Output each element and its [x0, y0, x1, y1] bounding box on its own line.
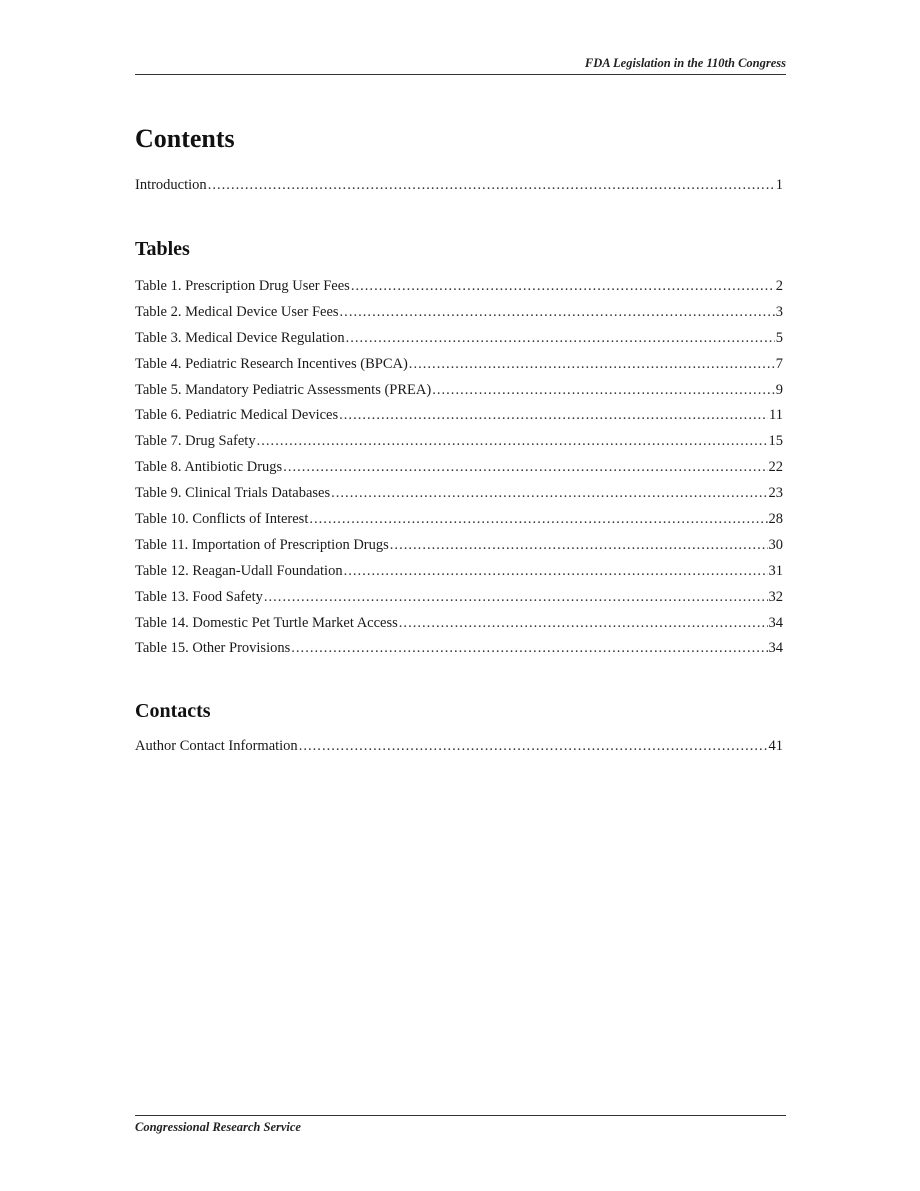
toc-entry-table-13[interactable] [135, 588, 783, 614]
toc-entry-table-1[interactable] [135, 277, 783, 303]
toc-entry-page: 1 [775, 177, 783, 193]
toc-entry-table-10[interactable] [135, 510, 783, 536]
toc-entry-page: 32 [768, 588, 783, 605]
toc-entry-page: 31 [768, 562, 783, 579]
toc-entry-label: Table 15. Other Provisions [135, 640, 291, 657]
running-footer: Congressional Research Service [135, 1115, 786, 1135]
toc-entry-label: Table 1. Prescription Drug User Fees [135, 278, 350, 294]
document-page [135, 0, 786, 1191]
toc-entry-page: 28 [768, 511, 783, 528]
toc-entry-page: 9 [775, 381, 783, 398]
toc-entry-label: Author Contact Information [135, 738, 298, 754]
running-header: FDA Legislation in the 110th Congress [135, 56, 786, 75]
toc-entry-page: 3 [775, 303, 783, 320]
dot-leader [283, 458, 767, 476]
contacts-list [135, 737, 783, 763]
toc-entry-table-8[interactable] [135, 458, 783, 484]
toc-entry-page: 22 [768, 459, 783, 476]
toc-entry-label: Table 6. Pediatric Medical Devices [135, 407, 339, 424]
toc-entry-introduction[interactable] [135, 176, 783, 202]
dot-leader [331, 484, 767, 502]
toc-entry-label: Table 9. Clinical Trials Databases [135, 485, 331, 502]
dot-leader [309, 510, 767, 528]
toc-entry-table-9[interactable] [135, 484, 783, 510]
toc-entry-table-7[interactable] [135, 432, 783, 458]
toc-entry-label: Table 12. Reagan-Udall Foundation [135, 562, 343, 579]
toc-entry-table-11[interactable] [135, 536, 783, 562]
toc-entry-table-12[interactable] [135, 562, 783, 588]
contacts-section-title: Contacts [135, 700, 211, 722]
toc-entry-page: 34 [768, 614, 783, 631]
toc-entry-label: Table 7. Drug Safety [135, 433, 256, 450]
toc-entry-table-3[interactable] [135, 329, 783, 355]
toc-entry-label: Table 4. Pediatric Research Incentives (BPCA) [135, 355, 408, 372]
toc-entry-table-15[interactable] [135, 639, 783, 665]
toc-entry-label: Table 3. Medical Device Regulation [135, 329, 345, 346]
toc-entry-page: 30 [768, 536, 783, 553]
toc-entry-author-contact[interactable] [135, 737, 783, 763]
toc-entry-table-6[interactable] [135, 406, 783, 432]
toc-entry-label: Introduction [135, 177, 207, 193]
tables-section-title: Tables [135, 238, 190, 260]
toc-entry-table-2[interactable] [135, 303, 783, 329]
dot-leader [291, 639, 767, 657]
toc-entry-page: 5 [775, 329, 783, 346]
dot-leader [264, 588, 768, 606]
toc-entry-label: Table 14. Domestic Pet Turtle Market Access [135, 614, 398, 631]
toc-entry-label: Table 5. Mandatory Pediatric Assessments (PREA) [135, 381, 432, 398]
toc-entry-table-5[interactable] [135, 381, 783, 407]
contents-list [135, 176, 783, 202]
dot-leader [208, 176, 775, 194]
toc-entry-page: 34 [768, 640, 783, 657]
dot-leader [257, 432, 768, 450]
toc-entry-page: 2 [775, 278, 783, 294]
toc-entry-table-14[interactable] [135, 614, 783, 640]
dot-leader [432, 381, 775, 399]
toc-entry-label: Table 8. Antibiotic Drugs [135, 459, 283, 476]
toc-entry-page: 41 [768, 738, 783, 754]
dot-leader [339, 406, 768, 424]
dot-leader [399, 614, 768, 632]
contents-title: Contents [135, 124, 235, 153]
dot-leader [346, 329, 775, 347]
toc-entry-label: Table 10. Conflicts of Interest [135, 511, 309, 528]
toc-entry-page: 7 [775, 355, 783, 372]
dot-leader [351, 277, 775, 295]
dot-leader [390, 536, 768, 554]
dot-leader [299, 737, 768, 755]
toc-entry-page: 23 [768, 485, 783, 502]
dot-leader [344, 562, 768, 580]
toc-entry-label: Table 11. Importation of Prescription Drugs [135, 536, 389, 553]
toc-entry-label: Table 13. Food Safety [135, 588, 263, 605]
toc-entry-page: 15 [768, 433, 783, 450]
dot-leader [409, 355, 775, 373]
toc-entry-page: 11 [769, 407, 783, 424]
dot-leader [340, 303, 775, 321]
tables-list [135, 277, 783, 665]
toc-entry-table-4[interactable] [135, 355, 783, 381]
toc-entry-label: Table 2. Medical Device User Fees [135, 303, 339, 320]
